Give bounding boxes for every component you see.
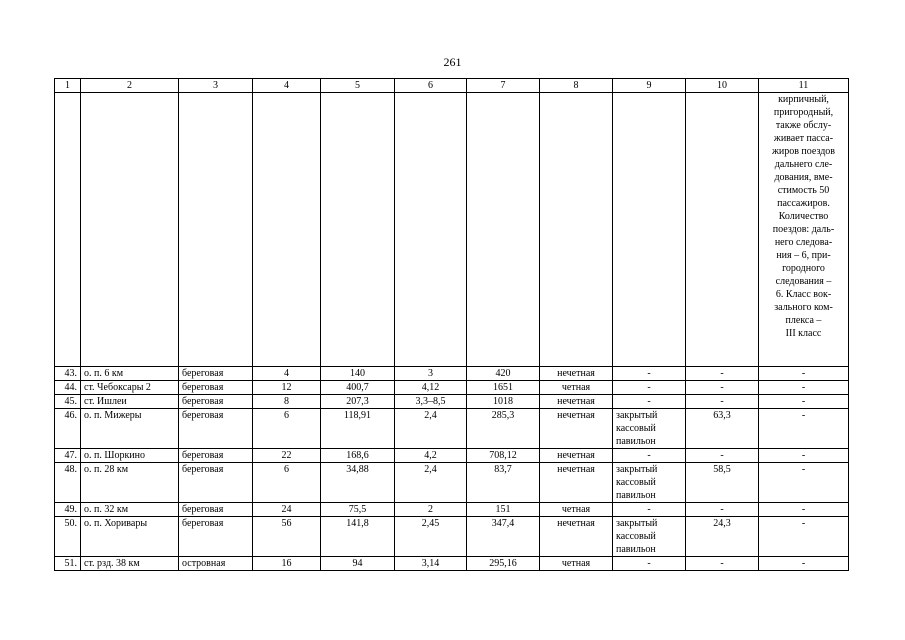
table-row (55, 517, 849, 557)
col-5-cell: 34,88 (321, 463, 395, 503)
col-9-cell (613, 367, 686, 381)
column-number-4: 4 (253, 79, 321, 93)
table-row (55, 395, 849, 409)
col-9-line: павильон (616, 436, 656, 447)
col-8-cell: четная (540, 557, 613, 571)
column-number-1: 1 (55, 79, 81, 93)
col-9-line: кассовый (616, 423, 656, 434)
platform-type-cell: береговая (179, 395, 253, 409)
col-4-cell: 6 (253, 409, 321, 449)
table-row (55, 409, 849, 449)
col-6-cell: 2 (395, 503, 467, 517)
col-5-cell: 94 (321, 557, 395, 571)
column-number-9: 9 (613, 79, 686, 93)
row-number-cell: 47. (55, 449, 81, 463)
note-line: кирпичный, (778, 94, 829, 105)
col-9-line: кассовый (616, 477, 656, 488)
note-line: ния – 6, при- (776, 250, 831, 261)
platform-type-cell: островная (179, 557, 253, 571)
col-5-cell: 168,6 (321, 449, 395, 463)
col-5-cell: 141,8 (321, 517, 395, 557)
col-10-cell: - (686, 381, 759, 395)
row-number-cell: 43. (55, 367, 81, 381)
col-5-cell: 140 (321, 367, 395, 381)
col-11-cell: - (759, 463, 849, 503)
col-6-cell: 3,14 (395, 557, 467, 571)
col-5-cell: 75,5 (321, 503, 395, 517)
col-8-cell: нечетная (540, 395, 613, 409)
col-11-cell: - (759, 557, 849, 571)
row-number-cell: 49. (55, 503, 81, 517)
col-7-cell: 83,7 (467, 463, 540, 503)
col-9-cell (613, 409, 686, 449)
table-row (55, 557, 849, 571)
continuation-note (759, 93, 849, 367)
station-name-cell: ст. Ишлеи (81, 395, 179, 409)
col-10-cell: 24,3 (686, 517, 759, 557)
note-line: стимость 50 (777, 185, 830, 196)
col-9-line: закрытый (616, 464, 658, 475)
platform-type-cell: береговая (179, 517, 253, 557)
col-11-cell: - (759, 395, 849, 409)
note-line: дования, вме- (774, 172, 833, 183)
note-line: следования – (775, 276, 832, 287)
col-10-cell: 58,5 (686, 463, 759, 503)
column-number-10: 10 (686, 79, 759, 93)
col-9-cell (613, 557, 686, 571)
col-7-cell: 420 (467, 367, 540, 381)
col-7-cell: 1018 (467, 395, 540, 409)
note-line: зального ком- (774, 302, 833, 313)
table-row (55, 381, 849, 395)
note-line: него следова- (774, 237, 833, 248)
col-11-cell: - (759, 381, 849, 395)
col-8-cell: нечетная (540, 409, 613, 449)
page-number: 261 (443, 55, 462, 69)
col-6-cell: 3 (395, 367, 467, 381)
col-4-cell: 12 (253, 381, 321, 395)
col-9-cell (613, 381, 686, 395)
note-line: также обслу- (775, 120, 832, 131)
column-number-11: 11 (759, 79, 849, 93)
station-name-cell: о. п. 32 км (81, 503, 179, 517)
col-9-line: закрытый (616, 518, 658, 529)
col-7-cell: 285,3 (467, 409, 540, 449)
table-row (55, 463, 849, 503)
platform-type-cell: береговая (179, 409, 253, 449)
note-line: III класс (785, 328, 822, 339)
col-7-cell: 1651 (467, 381, 540, 395)
col-10-cell: - (686, 449, 759, 463)
col-11-cell: - (759, 449, 849, 463)
col-6-cell: 2,4 (395, 409, 467, 449)
station-name-cell: о. п. 6 км (81, 367, 179, 381)
col-9-line: закрытый (616, 410, 658, 421)
col-9-cell (613, 395, 686, 409)
note-line: живает пасса- (773, 133, 834, 144)
col-8-cell: нечетная (540, 449, 613, 463)
col-4-cell: 8 (253, 395, 321, 409)
stations-table (54, 78, 849, 571)
col-9-cell (613, 463, 686, 503)
col-8-cell: нечетная (540, 367, 613, 381)
col-11-cell: - (759, 367, 849, 381)
col-5-cell: 118,91 (321, 409, 395, 449)
col-11-cell: - (759, 409, 849, 449)
col-9-line: - (647, 504, 651, 515)
col-8-cell: нечетная (540, 463, 613, 503)
column-number-5: 5 (321, 79, 395, 93)
col-10-cell: - (686, 503, 759, 517)
col-4-cell: 6 (253, 463, 321, 503)
col-9-line: кассовый (616, 531, 656, 542)
column-number-2: 2 (81, 79, 179, 93)
col-9-line: - (647, 382, 651, 393)
note-line: дальнего сле- (774, 159, 833, 170)
table-row (55, 367, 849, 381)
col-9-line: - (647, 450, 651, 461)
col-7-cell: 295,16 (467, 557, 540, 571)
col-5-cell: 207,3 (321, 395, 395, 409)
col-9-line: - (647, 368, 651, 379)
row-number-cell: 46. (55, 409, 81, 449)
col-11-cell: - (759, 503, 849, 517)
col-9-line: павильон (616, 490, 656, 501)
col-11-cell: - (759, 517, 849, 557)
row-number-cell: 50. (55, 517, 81, 557)
column-number-8: 8 (540, 79, 613, 93)
platform-type-cell: береговая (179, 381, 253, 395)
col-9-cell (613, 517, 686, 557)
col-8-cell: четная (540, 503, 613, 517)
col-4-cell: 22 (253, 449, 321, 463)
station-name-cell: о. п. Шоркино (81, 449, 179, 463)
col-4-cell: 16 (253, 557, 321, 571)
row-number-cell: 45. (55, 395, 81, 409)
platform-type-cell: береговая (179, 367, 253, 381)
note-line: жиров поездов (771, 146, 836, 157)
table-row (55, 503, 849, 517)
station-name-cell: ст. Чебоксары 2 (81, 381, 179, 395)
table-row-continuation (55, 93, 849, 367)
station-name-cell: о. п. Мижеры (81, 409, 179, 449)
column-number-row (55, 79, 849, 93)
platform-type-cell: береговая (179, 463, 253, 503)
col-10-cell: 63,3 (686, 409, 759, 449)
col-10-cell: - (686, 395, 759, 409)
col-4-cell: 24 (253, 503, 321, 517)
station-name-cell: ст. рзд. 38 км (81, 557, 179, 571)
row-number-cell: 48. (55, 463, 81, 503)
col-10-cell: - (686, 367, 759, 381)
platform-type-cell: береговая (179, 503, 253, 517)
station-name-cell: о. п. Хоривары (81, 517, 179, 557)
col-5-cell: 400,7 (321, 381, 395, 395)
col-6-cell: 2,4 (395, 463, 467, 503)
platform-type-cell: береговая (179, 449, 253, 463)
col-6-cell: 4,12 (395, 381, 467, 395)
column-number-3: 3 (179, 79, 253, 93)
note-line: Количество (778, 211, 829, 222)
col-6-cell: 4,2 (395, 449, 467, 463)
note-line: городного (782, 263, 825, 274)
column-number-6: 6 (395, 79, 467, 93)
note-line: 6. Класс вок- (775, 289, 832, 300)
col-4-cell: 56 (253, 517, 321, 557)
col-8-cell: нечетная (540, 517, 613, 557)
col-10-cell: - (686, 557, 759, 571)
col-7-cell: 347,4 (467, 517, 540, 557)
col-9-line: павильон (616, 544, 656, 555)
col-6-cell: 2,45 (395, 517, 467, 557)
note-line: плекса – (785, 315, 822, 326)
col-9-line: - (647, 558, 651, 569)
col-9-cell (613, 449, 686, 463)
col-9-line: - (647, 396, 651, 407)
table-row (55, 449, 849, 463)
col-9-cell (613, 503, 686, 517)
col-7-cell: 708,12 (467, 449, 540, 463)
col-6-cell: 3,3–8,5 (395, 395, 467, 409)
row-number-cell: 44. (55, 381, 81, 395)
col-7-cell: 151 (467, 503, 540, 517)
row-number-cell: 51. (55, 557, 81, 571)
note-line: поездов: даль- (772, 224, 835, 235)
col-8-cell: четная (540, 381, 613, 395)
col-4-cell: 4 (253, 367, 321, 381)
column-number-7: 7 (467, 79, 540, 93)
note-line: пригородный, (773, 107, 834, 118)
note-line: пассажиров. (777, 198, 830, 209)
station-name-cell: о. п. 28 км (81, 463, 179, 503)
